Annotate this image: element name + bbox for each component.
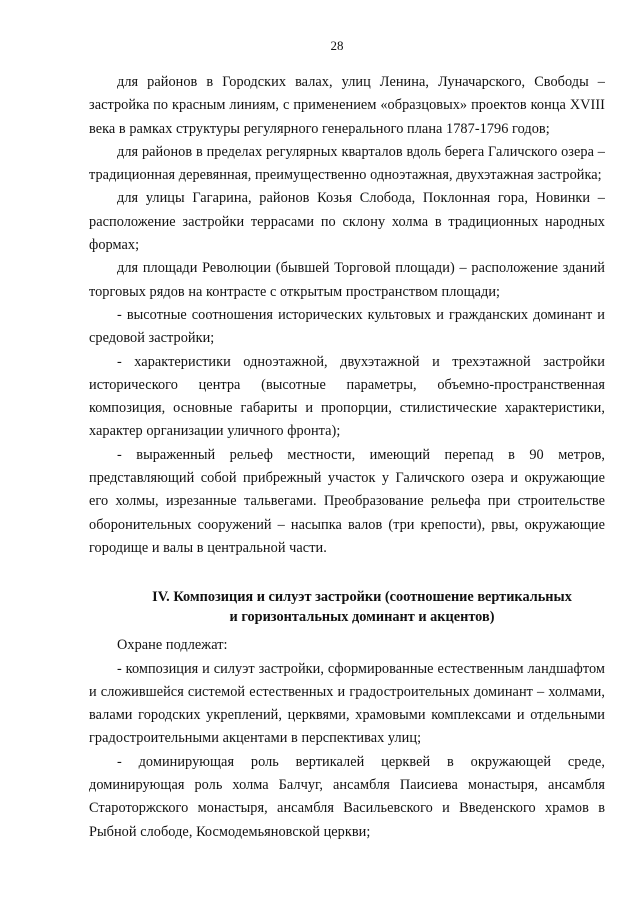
section-heading-line: и горизонтальных доминант и акцентов)	[229, 609, 495, 626]
paragraph: - композиция и силуэт застройки, сформированные естественным ландшафтом и сложившейся системой естественных и градостроительных доминант – холмами, валами городских укреплений, церквями, храмовыми комплексами и отдельными градостроительными акцентами в перспективах улиц;	[89, 660, 605, 747]
paragraph: для улицы Гагарина, районов Козья Слобода, Поклонная гора, Новинки – расположение застройки террасами по склону холма в традиционных народных формах;	[89, 190, 605, 254]
page-number: 28	[330, 38, 344, 53]
paragraph: - выраженный рельеф местности, имеющий перепад в 90 метров, представляющий собой прибрежный участок у Галичского озера и окружающие его холмы, изрезанные тальвегами. Преобразование рельефа при строительстве оборонительных сооружений – насыпка валов (три крепости), рвы, окружающие городище и валы в центральной части.	[89, 446, 605, 556]
paragraph: - высотные соотношения исторических культовых и гражданских доминант и средовой застройки;	[89, 306, 605, 347]
section-heading-line: IV. Композиция и силуэт застройки (соотношение вертикальных	[152, 589, 572, 606]
paragraph: для районов в пределах регулярных кварталов вдоль берега Галичского озера – традиционная деревянная, преимущественно одноэтажная, двухэтажная застройка;	[89, 143, 605, 184]
paragraph: - характеристики одноэтажной, двухэтажной и трехэтажной застройки исторического центра (высотные параметры, объемно-пространственная композиция, основные габариты и пропорции, стилистические характеристики, характер организации уличного фронта);	[89, 353, 605, 440]
paragraph: Охране подлежат:	[117, 637, 228, 654]
paragraph: для площади Революции (бывшей Торговой площади) – расположение зданий торговых рядов на контрасте с открытым пространством площади;	[89, 260, 605, 300]
document-page	[89, 38, 605, 844]
section-heading	[89, 587, 605, 627]
paragraph: - доминирующая роль вертикалей церквей в окружающей среде, доминирующая роль холма Балчуг, ансамбля Паисиева монастыря, ансамбля Староторжского монастыря, ансамбля Васильевского и Введенского храмов в Рыбной слободе, Космодемьяновской церкви;	[89, 753, 605, 840]
paragraph: для районов в Городских валах, улиц Ленина, Луначарского, Свободы – застройка по красным линиям, с применением «образцовых» проектов конца XVIII века в рамках структуры регулярного генерального плана 1787-1796 годов;	[89, 74, 605, 137]
